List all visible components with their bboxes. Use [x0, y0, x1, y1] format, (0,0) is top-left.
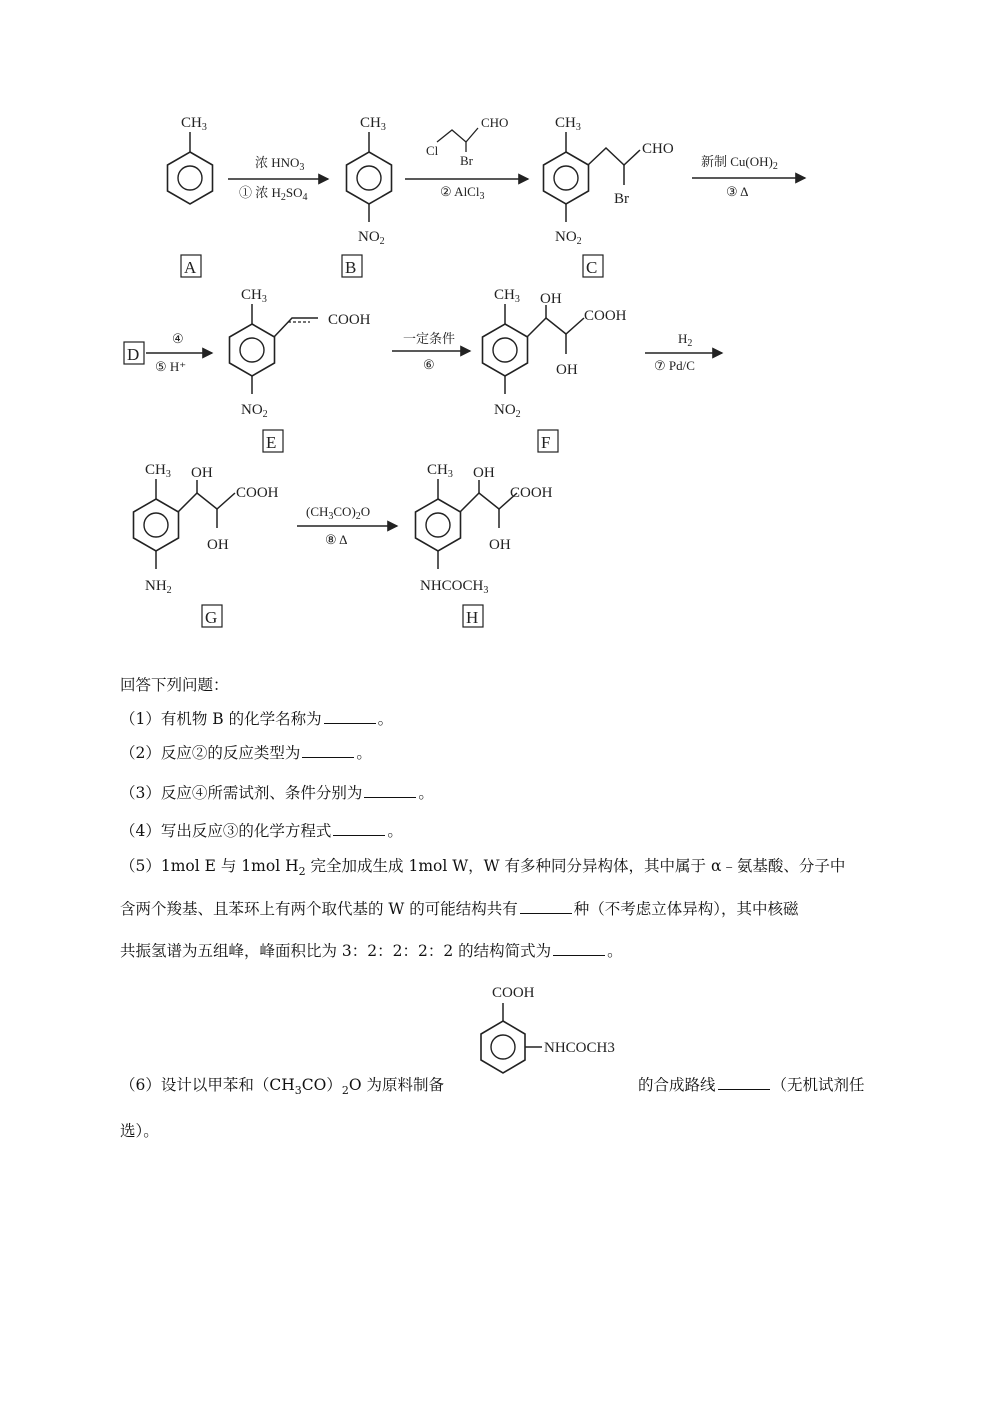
svg-text:Br: Br: [614, 191, 629, 207]
label-c: C: [586, 258, 598, 277]
svg-text:NO2: $NO_2$: [555, 229, 582, 247]
svg-text:OH: OH: [207, 537, 229, 553]
svg-text:浓 HNO3: 浓 $HNO_3$: [255, 155, 305, 173]
answer-blank-5a[interactable]: [520, 898, 572, 914]
question-2-text: （2）反应②的反应类型为: [120, 744, 301, 762]
question-1-end: 。: [377, 710, 394, 728]
question-2: [120, 742, 910, 764]
synthesis-scheme: [0, 0, 1000, 640]
svg-text:NO2: $NO_2$: [241, 402, 268, 420]
question-5-line-1: [120, 855, 910, 883]
svg-text:COOH: COOH: [510, 485, 553, 501]
svg-text:② AlCl3: ② AlCl$_3$: [440, 184, 485, 202]
question-6-line-1b: [638, 1074, 918, 1096]
questions-intro: 回答下列问题：: [120, 676, 229, 694]
svg-text:① 浓 H2SO4: ① 浓 $H_2SO_4$: [239, 185, 308, 203]
label-g: G: [205, 608, 218, 627]
svg-text:⑥: ⑥: [423, 357, 435, 372]
question-5-text-d: 种（不考虑立体异构），其中核磁: [573, 900, 799, 918]
question-5-text-b: 完全加成生成 1mol W，W 有多种同分异构体，其中属于 α﹣氨基酸、分子中: [305, 857, 846, 875]
question-3-end: 。: [418, 784, 434, 802]
question-1: [120, 708, 910, 730]
compound-f: [483, 287, 627, 452]
svg-text:CH3: $CH_3$: [427, 462, 453, 480]
label-b: B: [345, 258, 357, 277]
svg-text:NO2: $NO_2$: [358, 229, 385, 247]
label-e: E: [266, 433, 277, 452]
compound-e: [230, 287, 371, 452]
svg-text:NHCOCH3: NHCOCH3: [544, 1040, 615, 1056]
question-4-text: （4）写出反应③的化学方程式: [120, 822, 332, 840]
svg-text:Br: Br: [460, 153, 473, 168]
question-1-text: （1）有机物 B 的化学名称为: [120, 710, 322, 728]
question-4: [120, 820, 910, 842]
answer-blank-2[interactable]: [302, 742, 354, 758]
question-5-text-a: （5）1mol E 与 1mol H: [120, 857, 299, 875]
svg-text:CH3: $CH_3$: [360, 115, 386, 133]
step-4-5: [124, 331, 212, 374]
svg-text:CH3: $CH_3$: [181, 115, 207, 133]
label-a: A: [184, 258, 197, 277]
svg-text:新制 Cu(OH)2: 新制 $Cu(OH)_2$: [701, 154, 778, 172]
question-5-line-3: [120, 940, 910, 962]
answer-blank-5b[interactable]: [553, 940, 605, 956]
svg-text:NH2: $NH_2$: [145, 578, 172, 596]
answer-blank-1[interactable]: [324, 708, 376, 724]
question-2-end: 。: [356, 744, 372, 762]
svg-text:④: ④: [172, 331, 184, 346]
compound-h: [416, 462, 553, 627]
svg-text:OH: OH: [191, 465, 213, 481]
question-6-text-e: （无机试剂任: [771, 1076, 865, 1094]
question-4-end: 。: [387, 822, 403, 840]
step-3: [692, 154, 805, 199]
svg-text:OH: OH: [556, 362, 578, 378]
question-5-line-2: [120, 898, 910, 920]
svg-text:OH: OH: [473, 465, 495, 481]
question-5-text-e: 共振氢谱为五组峰，峰面积比为 3：2：2：2：2 的结构简式为: [120, 942, 552, 960]
svg-text:CHO: CHO: [642, 141, 674, 157]
question-6-sub-b: 2: [341, 1084, 349, 1098]
svg-text:H2: $H_2$: [678, 331, 693, 349]
question-5-text-f: 。: [607, 942, 623, 960]
question-6-sub-a: 3: [294, 1084, 302, 1098]
step-7: [645, 331, 722, 373]
svg-text:CH3: $CH_3$: [494, 287, 520, 305]
question-6-text-b: CO）: [301, 1076, 342, 1094]
compound-g: [134, 462, 279, 627]
label-f: F: [541, 433, 551, 452]
question-6-line-2: 选）。: [120, 1122, 159, 1140]
svg-text:⑦ Pd/C: ⑦ Pd/C: [654, 358, 695, 373]
answer-blank-4[interactable]: [333, 820, 385, 836]
svg-text:⑤ H⁺: ⑤ H⁺: [155, 359, 187, 374]
svg-text:NO2: $NO_2$: [494, 402, 521, 420]
step-8: [297, 504, 397, 547]
svg-text:CH3: $CH_3$: [241, 287, 267, 305]
step-1: [228, 155, 328, 203]
svg-text:COOH: COOH: [236, 485, 279, 501]
question-6-text-c: O 为原料制备: [348, 1076, 444, 1094]
question-3: [120, 782, 910, 804]
svg-text:COOH: COOH: [584, 308, 627, 324]
step-2: [405, 115, 528, 202]
svg-text:OH: OH: [540, 291, 562, 307]
question-5-sub: 2: [298, 865, 306, 879]
answer-blank-3[interactable]: [364, 782, 416, 798]
svg-text:(CH3CO)2O: $(CH_3CO)_2O$: [306, 504, 371, 522]
question-3-text: （3）反应④所需试剂、条件分别为: [120, 784, 363, 802]
label-h: H: [466, 608, 479, 627]
compound-a: [168, 115, 213, 277]
svg-text:NHCOCH3: $NHCOCH_3$: [420, 578, 489, 596]
question-6-text-d: 的合成路线: [638, 1076, 716, 1094]
question-6-text-a: （6）设计以甲苯和（CH: [120, 1076, 295, 1094]
svg-text:COOH: COOH: [328, 312, 371, 328]
step-6: [392, 331, 470, 372]
svg-text:OH: OH: [489, 537, 511, 553]
svg-text:⑧ Δ: ⑧ Δ: [325, 532, 348, 547]
compound-c: [544, 115, 674, 277]
label-d: D: [127, 345, 140, 364]
svg-text:CH3: $CH_3$: [145, 462, 171, 480]
svg-text:③ Δ: ③ Δ: [726, 184, 749, 199]
compound-b: [342, 115, 392, 277]
svg-text:CH3: $CH_3$: [555, 115, 581, 133]
svg-text:Cl: Cl: [426, 143, 439, 158]
answer-blank-6[interactable]: [718, 1074, 770, 1090]
question-5-text-c: 含两个羧基、且苯环上有两个取代基的 W 的可能结构共有: [120, 900, 518, 918]
svg-text:一定条件: 一定条件: [403, 331, 456, 346]
svg-text:CHO: CHO: [481, 115, 509, 130]
svg-text:COOH: COOH: [492, 985, 535, 1001]
